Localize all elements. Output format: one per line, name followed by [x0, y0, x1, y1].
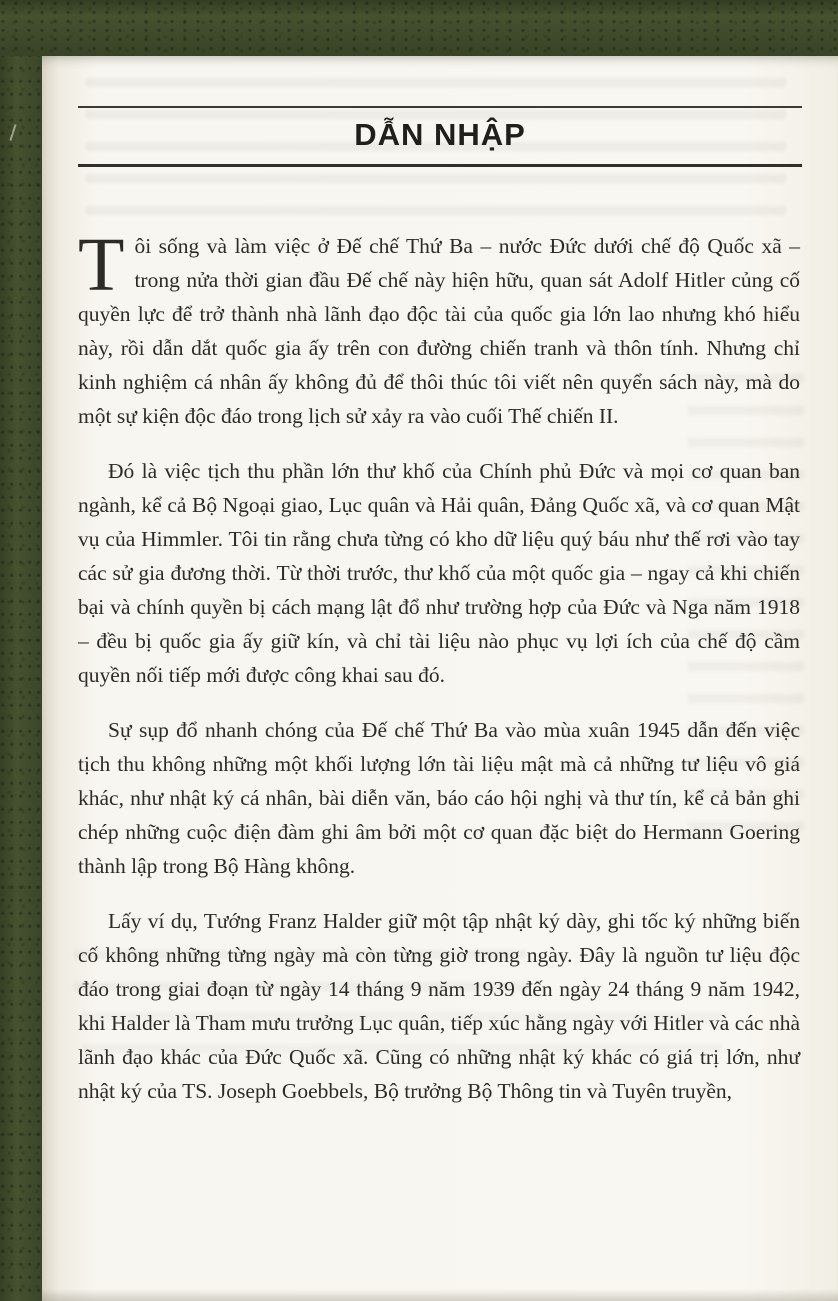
paragraph-1	[78, 223, 800, 433]
chapter-title: DẪN NHẬP	[354, 117, 526, 152]
book-cover-left-edge	[0, 0, 42, 1301]
chapter-body	[78, 223, 800, 1108]
paragraph-3: Sự sụp đổ nhanh chóng của Đế chế Thứ Ba vào mùa xuân 1945 dẫn đến việc tịch thu không những một khối lượng lớn tài liệu mật mà cả những tư liệu vô giá khác, như nhật ký cá nhân, bài diễn văn, báo cáo hội nghị và thư tín, kể cả bản ghi chép những cuộc điện đàm ghi âm bởi một cơ quan đặc biệt do Hermann Goering thành lập trong Bộ Hàng không.	[78, 718, 800, 878]
book-cover-top-edge	[0, 0, 838, 56]
book-page	[42, 56, 838, 1301]
chapter-header	[78, 106, 802, 167]
header-rule-top	[78, 106, 802, 108]
page-bottom-shadow	[42, 1289, 838, 1301]
header-rule-bottom	[78, 164, 802, 167]
paragraph-2: Đó là việc tịch thu phần lớn thư khố của Chính phủ Đức và mọi cơ quan ban ngành, kể cả Bộ Ngoại giao, Lục quân và Hải quân, Đảng Quốc xã, và cơ quan Mật vụ của Himmler. Tôi tin rằng chưa từng có kho dữ liệu quý báu như thế rơi vào tay các sử gia đương thời. Từ thời trước, thư khố của một quốc gia – ngay cả khi chiến bại và chính quyền bị cách mạng lật đổ như trường hợp của Đức và Nga năm 1918 – đều bị quốc gia ấy giữ kín, và chỉ tài liệu nào phục vụ lợi ích của chế độ cầm quyền nối tiếp mới được công khai sau đó.	[78, 459, 800, 687]
paragraph-1-text: ôi sống và làm việc ở Đế chế Thứ Ba – nước Đức dưới chế độ Quốc xã – trong nửa thời gian đầu Đế chế này hiện hữu, quan sát Adolf Hitler củng cố quyền lực để trở thành nhà lãnh đạo độc tài của quốc gia lớn lao nhưng khó hiểu này, rồi dẫn dắt quốc gia ấy trên con đường chiến tranh và thôn tính. Nhưng chỉ kinh nghiệm cá nhân ấy không đủ để thôi thúc tôi viết nên quyển sách này, mà do một sự kiện độc đáo trong lịch sử xảy ra vào cuối Thế chiến II.	[78, 234, 800, 428]
paragraph-4: Lấy ví dụ, Tướng Franz Halder giữ một tập nhật ký dày, ghi tốc ký những biến cố không những từng ngày mà còn từng giờ trong ngày. Đây là nguồn tư liệu độc đáo trong giai đoạn từ ngày 14 tháng 9 năm 1939 đến ngày 24 tháng 9 năm 1942, khi Halder là Tham mưu trưởng Lục quân, tiếp xúc hằng ngày với Hitler và các nhà lãnh đạo khác của Đức Quốc xã. Cũng có những nhật ký khác có giá trị lớn, như nhật ký của TS. Joseph Goebbels, Bộ trưởng Bộ Thông tin và Tuyên truyền,	[78, 909, 800, 1103]
drop-cap: T	[78, 223, 125, 307]
